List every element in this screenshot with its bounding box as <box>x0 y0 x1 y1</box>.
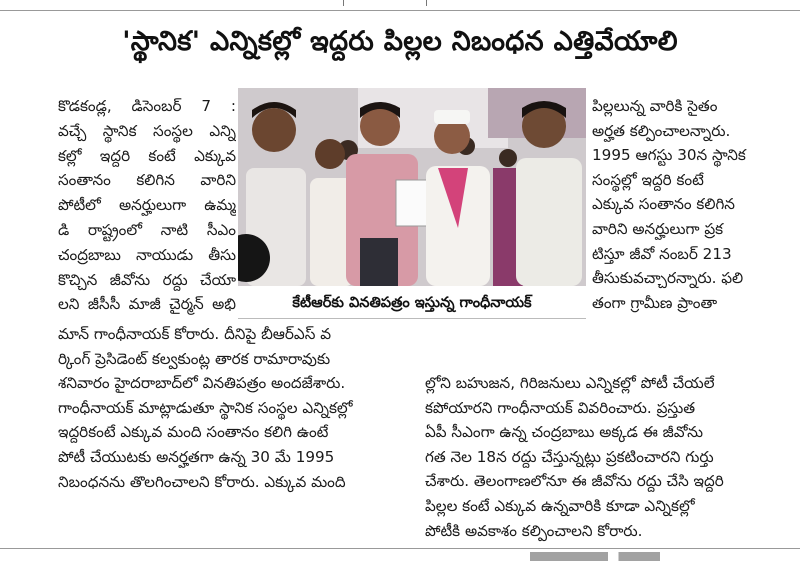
text-line: వచ్చే స్థానిక సంస్థల ఎన్ని <box>58 121 236 140</box>
text-line: ల్లోని బహుజన, గిరిజనులు ఎన్నికల్లో పోటీ చేయలే <box>425 374 715 392</box>
text-line: 1995 ఆగస్టు 30న స్థానిక <box>592 146 746 165</box>
article-headline: 'స్థానిక' ఎన్నికల్లో ఇద్దరు పిల్లల నిబంధన ఎత్తివేయాలి <box>122 26 678 57</box>
column-divider <box>426 0 427 6</box>
news-photo-block <box>238 88 586 323</box>
text-line: చేశారు. తెలంగాణలోనూ ఈ జీవోను రద్దు చేసి ఇద్దరి <box>425 472 724 491</box>
top-border-rule <box>0 0 800 11</box>
text-line: ఇద్దరికంటే ఎక్కువ మంది సంతానం కలిగి ఉంటే <box>58 423 329 442</box>
text-line: మాన్ గాంధీనాయక్ కోరారు. దీనిపై బీఆర్ఎస్ వ <box>58 325 331 343</box>
text-line: పిల్లల కంటే ఎక్కువ ఉన్నవారికి కూడా ఎన్నికల్లో <box>425 496 695 515</box>
text-line: కల్లో ఇద్దరి కంటే ఎక్కువ <box>58 146 236 165</box>
text-line: ఏపీ సీఎంగా ఉన్న చంద్రబాబు అక్కడ ఈ జీవోను <box>425 423 704 442</box>
text-line: టిస్తూ జీవో నంబర్ 213 <box>592 244 732 263</box>
text-line: వారిని అనర్హులుగా ప్రక <box>592 219 724 238</box>
text-line: కపోయారని గాంధీనాయక్ వివరించారు. ప్రస్తుత <box>425 398 696 417</box>
text-line: పోటీలో అనర్హులుగా ఉమ్మ <box>58 196 236 215</box>
news-photo <box>238 88 586 286</box>
text-line: గాంధీనాయక్ మాట్లాడుతూ స్థానిక సంస్థల ఎన్నికల్లో <box>58 398 353 417</box>
text-line: కొచ్చిన జీవోను రద్దు చేయా <box>58 270 236 289</box>
next-article-fragment <box>530 552 660 561</box>
column-divider <box>343 0 344 6</box>
text-line: అర్హత కల్పించాలన్నారు. <box>592 121 731 140</box>
text-line: కొడకండ్ల, డిసెంబర్ 7 : <box>58 97 236 115</box>
text-line: గత నెల 18న రద్దు చేస్తున్నట్లు ప్రకటించారని గుర్తు <box>425 447 714 466</box>
text-line: నిబంధనను తొలగించాలని కోరారు. ఎక్కువ మంది <box>58 472 346 491</box>
article-column-right <box>592 94 788 315</box>
text-line: లని జీసీసీ మాజీ చైర్మన్ అభి <box>58 295 236 314</box>
text-line: పోటీకి అవకాశం కల్పించాలని కోరారు. <box>425 521 643 540</box>
text-line: తంగా గ్రామీణ ప్రాంతా <box>592 293 718 312</box>
text-line: తీసుకువచ్చారన్నారు. ఫలి <box>592 269 744 288</box>
article-column-wide <box>58 322 394 494</box>
text-line: ఎక్కువ సంతానం కలిగిన <box>592 195 735 214</box>
text-line: సంస్థల్లో ఇద్దరి కంటే <box>592 170 704 189</box>
text-line: పోటీ చేయుటకు అనర్హతగా ఉన్న 30 మే 1995 <box>58 447 335 466</box>
text-line: శనివారం హైదరాబాద్‌లో వినతిపత్రం అందజేశారు. <box>58 374 346 393</box>
text-line: డి రాష్ట్రంలో నాటి సీఎం <box>58 220 236 239</box>
text-line: ర్కింగ్ ప్రెసిడెంట్ కల్వకుంట్ల తారక రామారావుకు <box>58 349 331 368</box>
photo-illustration <box>238 88 586 286</box>
text-line: పిల్లలున్న వారికి సైతం <box>592 97 718 115</box>
photo-caption: కేటీఆర్‌కు వినతిపత్రం ఇస్తున్న గాంధీనాయక్ <box>238 288 586 319</box>
text-line: సంతానం కలిగిన వారిని <box>58 171 236 190</box>
article-column-right-lower <box>425 371 787 543</box>
bottom-border-rule <box>0 548 800 549</box>
article-column-left <box>58 94 236 317</box>
text-line: చంద్రబాబు నాయుడు తీసు <box>58 245 236 264</box>
